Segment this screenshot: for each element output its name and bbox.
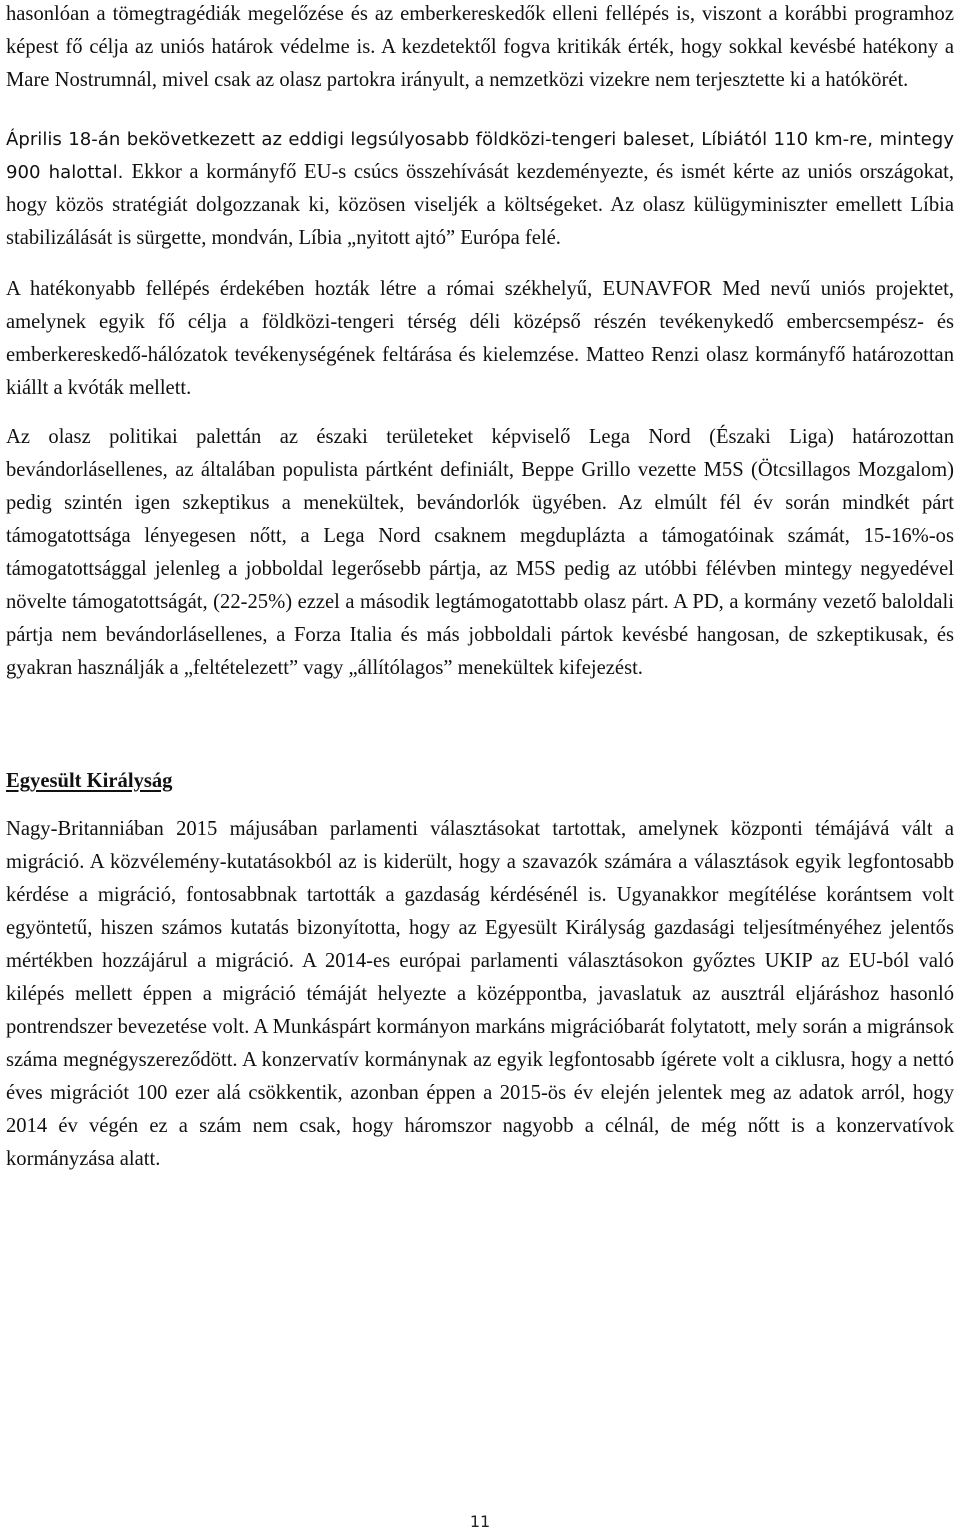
paragraph-eu-summit: Ekkor a kormányfő EU-s csúcs összehívását kezdeményezte, és ismét kérte az uniós országokat, hogy közös stratégiát dolgozzanak ki, közösen viseljék a költségeket. Az olasz külügyminiszter emellett Líbia stabilizálását is sürgette, mondván, Líbia „nyitott ajtó” Európa felé. xyxy=(6,161,954,249)
paragraph-triton-operation: hasonlóan a tömegtragédiák megelőzése és az emberkereskedők elleni fellépés is, viszont a korábbi programhoz képest fő célja az uniós határok védelme is. A kezdetektől fogva kritikák érték, hogy sokkal kevésbé hatékony a Mare Nostrumnál, mivel csak az olasz partokra irányult, a nemzetközi vizekre nem terjesztette ki a hatókörét. xyxy=(6,3,954,91)
paragraph-eunavfor: A hatékonyabb fellépés érdekében hozták létre a római székhelyű, EUNAVFOR Med nevű uniós projektet, amelynek egyik fő célja a földközi-tengeri térség déli középső részén tevékenykedő embercsempész- és emberkereskedő-hálózatok tevékenységének feltárása és kielemzése. Matteo Renzi olasz kormányfő határozottan kiállt a kvóták mellett. xyxy=(6,278,954,399)
section-heading-uk: Egyesült Királyság xyxy=(6,770,173,792)
paragraph-april-accident-sans: Április 18-án bekövetkezett az eddigi legsúlyosabb földközi-tengeri baleset, Líbiától 110 km-re, mintegy 900 halottal. xyxy=(6,129,954,183)
document-page xyxy=(6,0,954,1176)
paragraph-april-accident xyxy=(6,123,954,255)
paragraph-uk-migration: Nagy-Britanniában 2015 májusában parlamenti választásokat tartottak, amelynek központi témájává vált a migráció. A közvélemény-kutatásokból az is kiderült, hogy a szavazók számára a választások egyik legfontosabb kérdése a migráció, fontosabbnak tartották a gazdaság kérdésénél is. Ugyanakkor megítélése korántsem volt egyöntetű, hiszen számos kutatás bizonyította, hogy az Egyesült Királyság gazdasági teljesítményéhez jelentős mértékben hozzájárul a migráció. A 2014-es európai parlamenti választásokon győztes UKIP az EU-ból való kilépés mellett éppen a migráció témáját helyezte a középpontba, javaslatuk az ausztrál eljáráshoz hasonló pontrendszer bevezetése volt. A Munkáspárt kormányon markáns migrációbarát folytatott, mely során a migránsok száma megnégyszereződött. A konzervatív kormánynak az egyik legfontosabb ígérete volt a ciklusra, hogy a nettó éves migrációt 100 ezer alá csökkentik, azonban éppen a 2015-ös év elején jelentek meg az adatok arról, hogy 2014 év végén ez a szám nem csak, hogy háromszor nagyobb a célnál, de még nőtt is a konzervatívok kormányzása alatt. xyxy=(6,818,954,1170)
page-number: 11 xyxy=(469,1512,491,1531)
paragraph-italian-politics: Az olasz politikai palettán az északi területeket képviselő Lega Nord (Északi Liga) határozottan bevándorlásellenes, az általában populista pártként definiált, Beppe Grillo vezette M5S (Ötcsillagos Mozgalom) pedig szintén igen szkeptikus a menekültek, bevándorlók ügyében. Az elmúlt fél év során mindkét párt támogatottsága lényegesen nőtt, a Lega Nord csaknem megduplázta a támogatóinak számát, 15-16%-os támogatottsággal jelenleg a jobboldal legerősebb pártja, az M5S pedig az utóbbi félévben mintegy negyedével növelte támogatottságát, (22-25%) ezzel a második legtámogatottabb olasz párt. A PD, a kormány vezető baloldali pártja nem bevándorlásellenes, a Forza Italia és más jobboldali pártok kevésbé hangosan, de szkeptikusak, és gyakran használják a „feltételezett” vagy „állítólagos” menekültek kifejezést. xyxy=(6,426,954,679)
